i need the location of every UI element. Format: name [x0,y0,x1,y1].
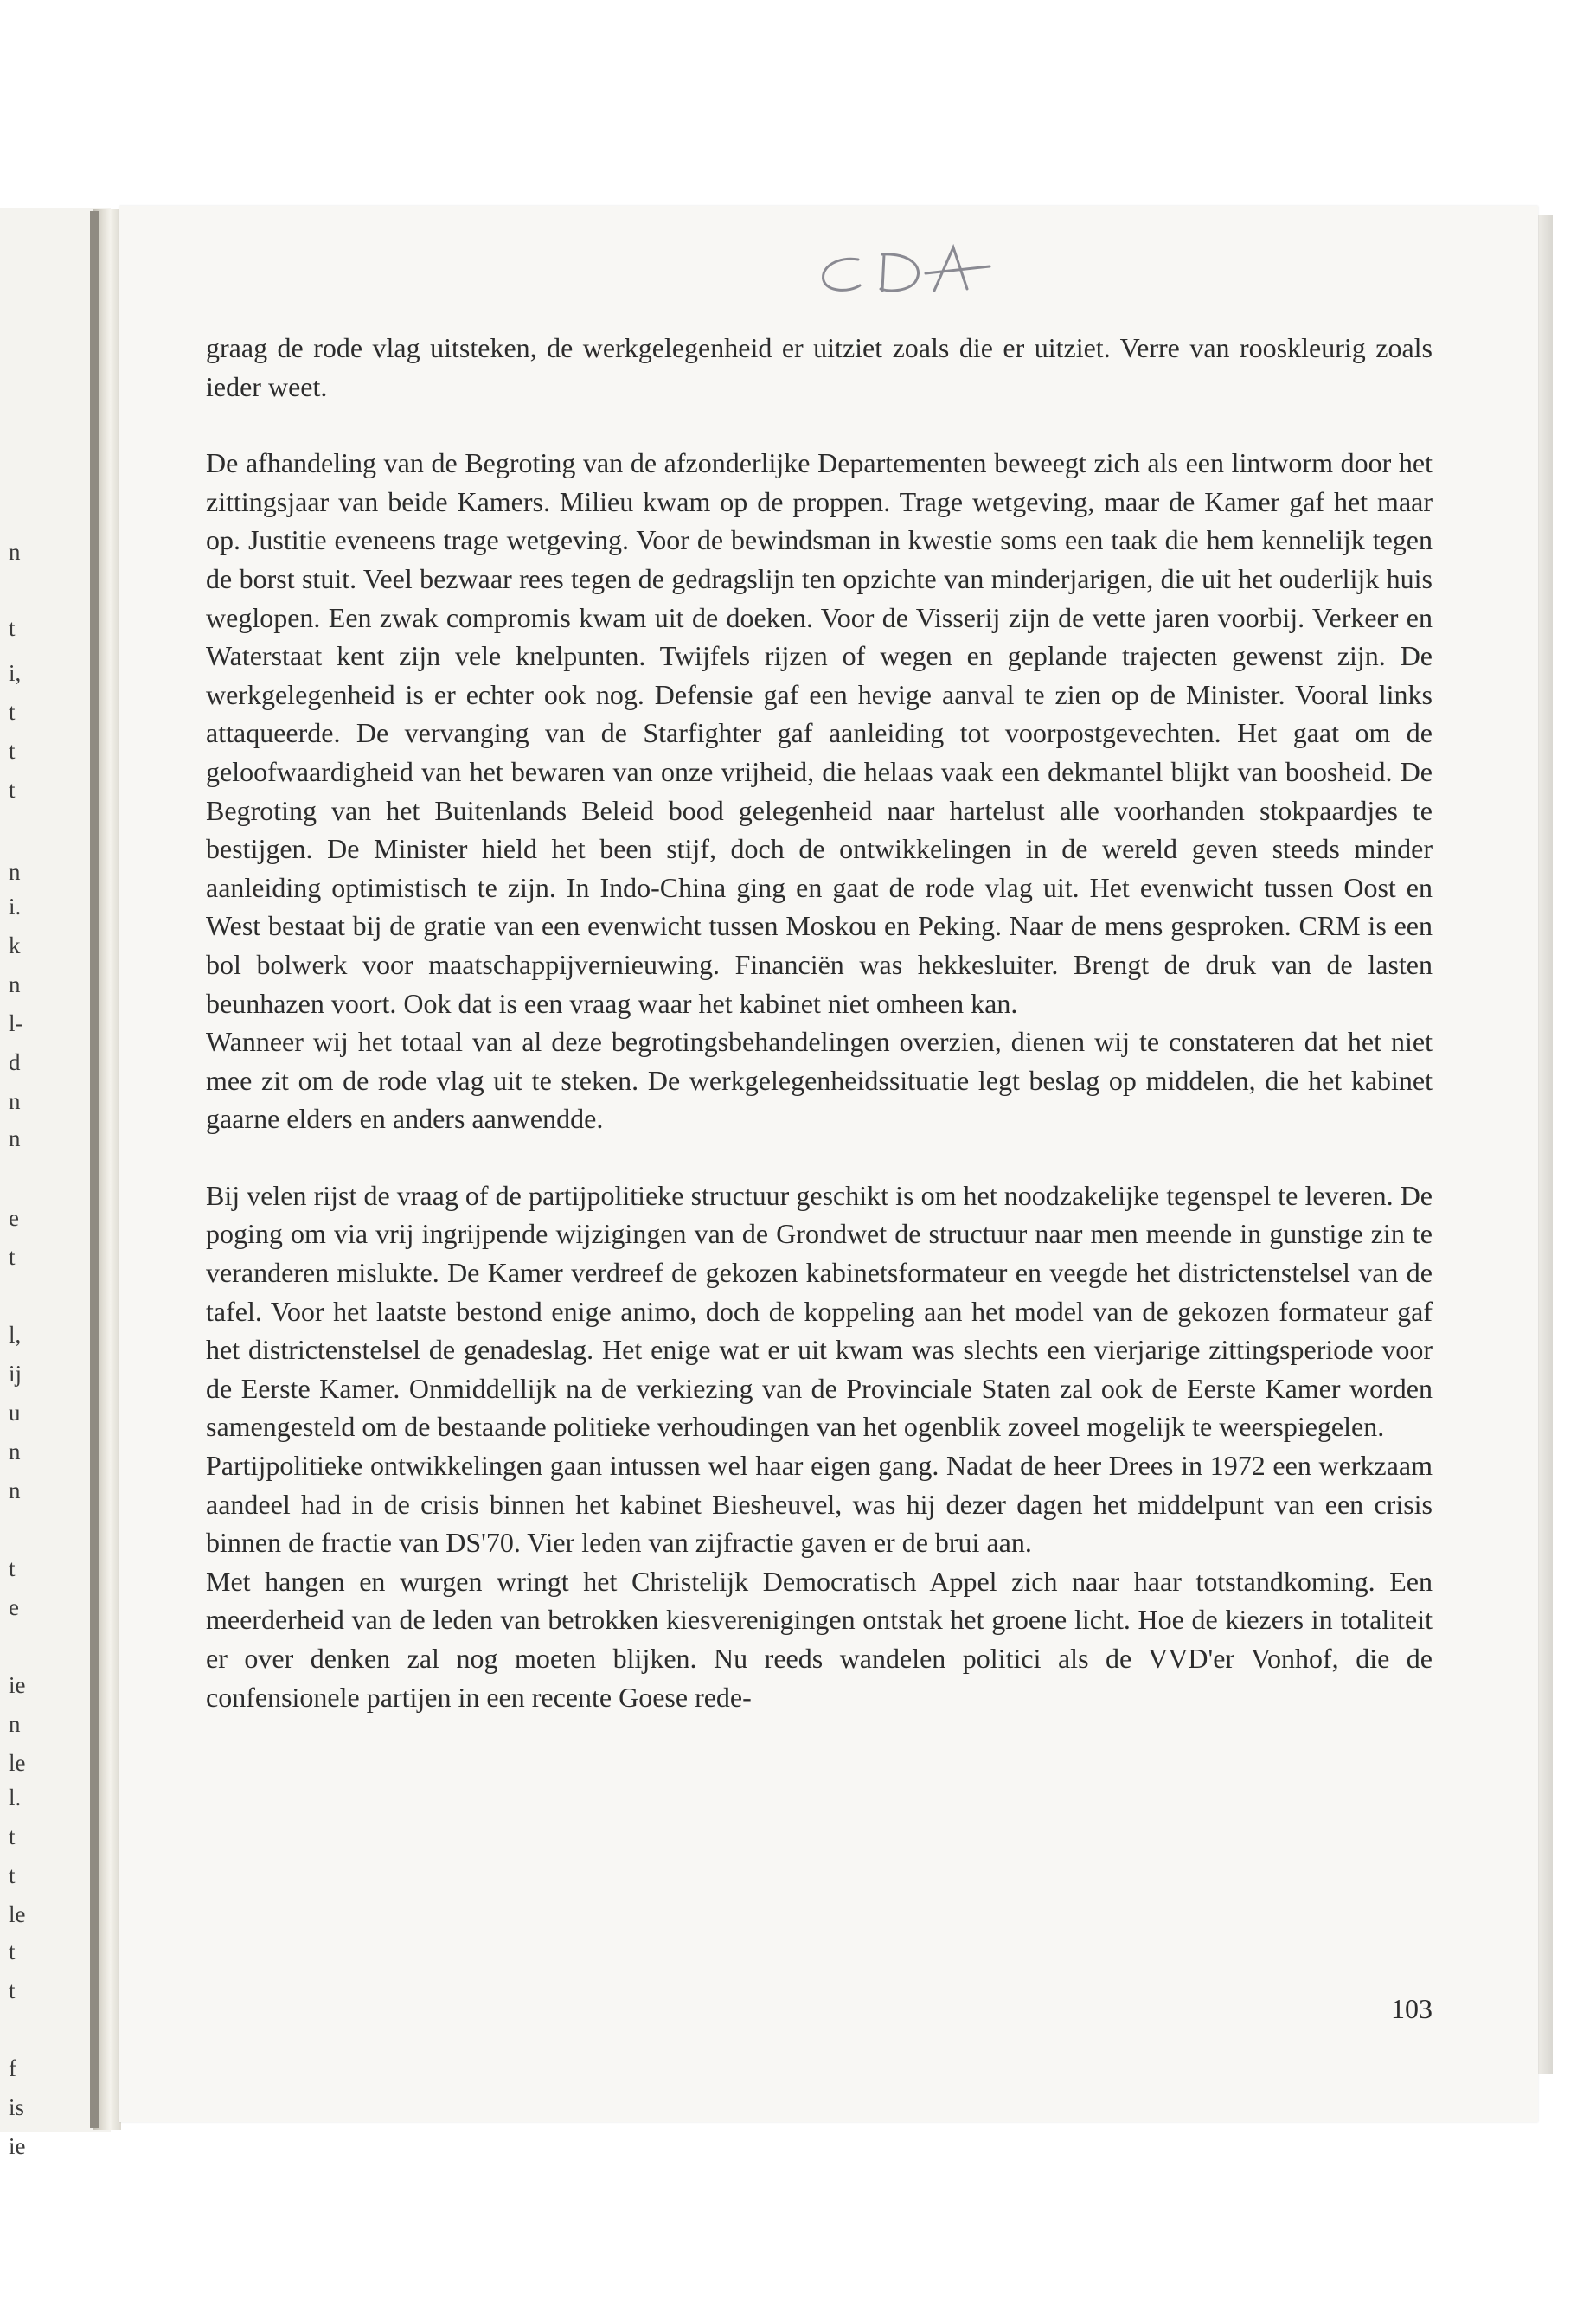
facing-page-fragment: n [9,1711,21,1737]
facing-page-text-fragments [9,541,43,2184]
paragraph: Met hangen en wurgen wringt het Christelijk Democratisch Appel zich naar haar totstandkoming. Een meerderheid van de leden van betrokken kiesverenigingen ontstak het groene licht. Hoe de kiezers in totaliteit er over denken zal nog moeten blijken. Nu reeds wandelen politici als de VVD'er Vonhof, die de confensionele partijen in een recente Goese rede- [206,1565,1433,1713]
facing-page-fragment: n [9,1477,21,1503]
paragraph: graag de rode vlag uitsteken, de werkgelegenheid er uitziet zoals die er uitziet. Verre van rooskleurig zoals ieder weet. [206,332,1433,402]
handwritten-annotation [804,232,995,301]
facing-page-fragment: n [9,859,21,885]
facing-page-fragment: t [9,699,16,725]
facing-page-fragment: t [9,1862,16,1888]
facing-page-fragment: n [9,539,21,565]
facing-page-fragment: k [9,933,21,958]
book-spine-shadow [90,211,99,2128]
facing-page-fragment: t [9,1823,16,1849]
facing-page-fragment: l, [9,1322,22,1348]
facing-page-fragment: n [9,1125,21,1151]
facing-page-fragment: t [9,615,16,641]
facing-page-fragment: ie [9,2133,26,2159]
facing-page-fragment: ij [9,1361,22,1387]
handwritten-a-stroke [926,247,990,291]
facing-page-fragment: e [9,1205,19,1231]
facing-page-fragment: i. [9,894,22,920]
paragraph: Partijpolitieke ontwikkelingen gaan intussen wel haar eigen gang. Nadat de heer Drees in 1972 een werkzaam aandeel had in de crisis binnen het kabinet Biesheuvel, was hij dezer dagen het middelpunt van een crisis binnen de fractie van DS'70. Vier leden van zijfractie gaven er de brui aan. [206,1450,1433,1559]
facing-page-fragment: is [9,2094,25,2120]
facing-page-fragment: t [9,1977,16,2003]
facing-page-fragment: e [9,1594,19,1620]
paragraph: Wanneer wij het totaal van al deze begrotingsbehandelingen overzien, dienen wij te constateren dat het niet mee zit om de rode vlag uit te steken. De werkgelegenheidssituatie legt beslag op middelen, die het kabinet gaarne elders en anders aanwendde. [206,1026,1433,1135]
paragraph: Bij velen rijst de vraag of de partijpolitieke structuur geschikt is om het noodzakelijke tegenspel te leveren. De poging om via vrij ingrijpende wijzigingen van de Grondwet de structuur naar men meende in gunstige zin te veranderen mislukte. De Kamer verdreef de gekozen kabinetsformateur en veegde het districtenstelsel van de tafel. Voor het laatste bestond enige animo, doch de koppeling aan het model van de gekozen formateur gaf het districtenstelsel de genadeslag. Het enige wat er uit kwam was slechts een vierjarige zittingsperiode voor de Eerste Kamer. Onmiddellijk na de verkiezing van de Provinciale Staten zal ook de Eerste Kamer worden samengesteld om de bestaande politieke verhoudingen van het ogenblik zoveel mogelijk te weerspiegelen. [206,1179,1433,1443]
facing-page-fragment: i, [9,660,22,686]
page-stack-edge [1535,215,1553,2074]
handwritten-cda-mark [804,232,995,301]
handwritten-c-stroke [824,259,860,290]
facing-page-fragment: ie [9,1672,26,1698]
facing-page-fragment: t [9,1555,16,1581]
facing-page-fragment: t [9,1244,16,1270]
facing-page-fragment: l- [9,1010,23,1036]
facing-page-fragment: le [9,1901,26,1927]
facing-page-fragment: d [9,1049,21,1075]
facing-page-fragment: n [9,1439,21,1465]
paragraph: De afhandeling van de Begroting van de afzonderlijke Departementen beweegt zich als een lintworm door het zittingsjaar van beide Kamers. Milieu kwam op de proppen. Trage wetgeving, maar de Kamer gaf het maar op. Justitie eveneens trage wetgeving. Voor de bewindsman in kwestie soms een taak die hem kennelijk tegen de borst stuit. Veel bezwaar rees tegen de gedragslijn ten opzichte van minderjarigen, die uit het ouderlijk huis weglopen. Een zwak compromis kwam uit de doeken. Voor de Visserij zijn de vette jaren voorbij. Verkeer en Waterstaat kent zijn vele knelpunten. Twijfels rijzen of wegen en geplande trajecten gewenst zijn. De werkgelegenheid is er echter ook nog. Defensie gaf een hevige aanval te zien op de Minister. Vooral links attaqueerde. De vervanging van de Starfighter gaf aanleiding tot voorpostgevechten. Het gaat om de geloofwaardigheid van het bewaren van onze vrijheid, die helaas vaak een dekmantel blijkt van boosheid. De Begroting van het Buitenlands Beleid bood gelegenheid naar hartelust alle voorhanden stokpaardjes te bestijgen. De Minister hield het been stijf, doch de ontwikkelingen in de wereld geven steeds minder aanleiding optimistisch te zijn. In Indo-China ging en gaat de rode vlag uit. Het evenwicht tussen Oost en West bestaat bij de gratie van een evenwicht tussen Moskou en Peking. Naar de mens gesproken. CRM is een bol bolwerk voor maatschappijvernieuwing. Financiën was hekkesluiter. Brengt de druk van de lasten beunhazen voort. Ook dat is een vraag waar het kabinet niet omheen kan. [206,447,1433,1019]
facing-page-fragment: t [9,738,16,764]
facing-page-fragment: n [9,1088,21,1114]
facing-page-fragment: n [9,971,21,997]
facing-page-fragment: f [9,2055,16,2081]
body-text [206,329,1433,1716]
facing-page-fragment: u [9,1400,21,1426]
facing-page-fragment: t [9,777,16,803]
facing-page-fragment: le [9,1750,26,1776]
page-number: 103 [1391,1993,1433,2024]
facing-page-fragment: l. [9,1785,22,1811]
handwritten-d-stroke [881,254,919,291]
facing-page-fragment: t [9,1939,16,1965]
